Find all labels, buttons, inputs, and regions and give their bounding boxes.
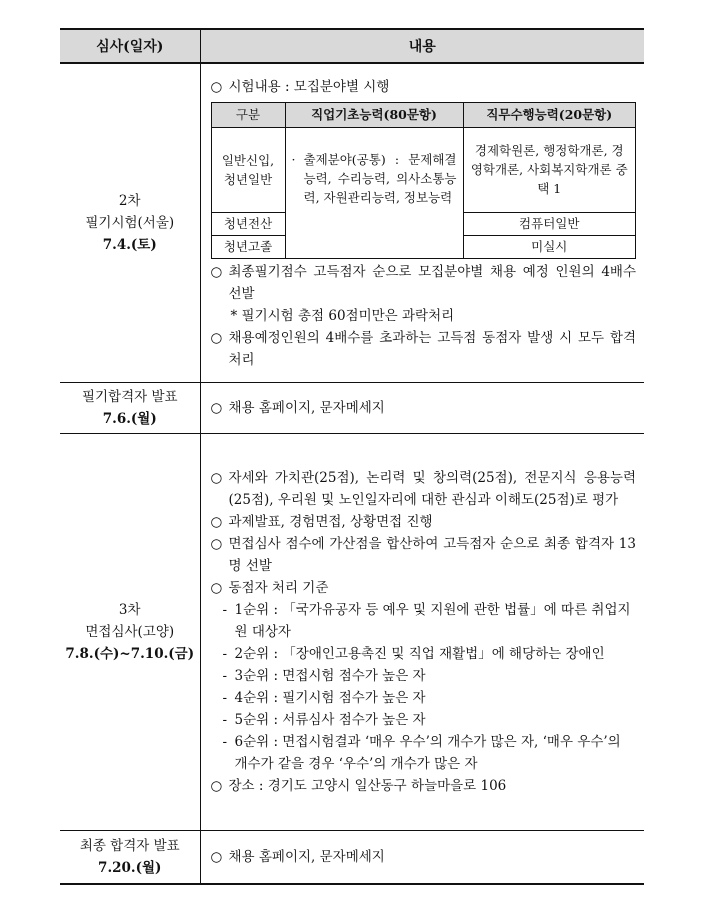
circle-bullet-icon: ○ <box>210 263 223 280</box>
bullet-item: ○ 채용 홈페이지, 문자메세지 <box>211 397 637 419</box>
stage3-label-cell <box>60 434 200 831</box>
bullet-item: ○ 동점자 처리 기준 <box>211 577 637 599</box>
circle-bullet-icon: ○ <box>210 778 223 794</box>
bullet-item: ○ 시험내용 : 모집분야별 시행 <box>211 76 637 98</box>
header-stage-date: 심사(일자) <box>60 29 200 63</box>
exam-header-basic: 직업기초능력(80문항) <box>285 102 463 127</box>
dash-bullet-icon: - <box>222 734 228 750</box>
bullet-item: ○ 과제발표, 경험면접, 상황면접 진행 <box>211 511 637 533</box>
circle-bullet-icon: ○ <box>210 470 223 486</box>
stage3-content-cell <box>200 434 644 831</box>
dash-bullet-icon: - <box>222 668 228 684</box>
dash-bullet-icon: - <box>222 712 228 728</box>
exam-job-subjects: 컴퓨터일반 <box>463 212 636 235</box>
stage3-row <box>60 434 644 831</box>
tiebreak-rank-item: - 1순위 : 「국가유공자 등 예우 및 지원에 관한 법률」에 따른 취업지원 대상자 <box>211 599 637 643</box>
exam-group-label: 일반신입, 청년일반 <box>211 127 285 212</box>
stage2-content-cell <box>200 63 644 383</box>
dash-bullet-icon: - <box>222 646 228 662</box>
exam-header-job: 직무수행능력(20문항) <box>463 102 636 127</box>
bullet-item: ○ 면접심사 점수에 가산점을 합산하여 고득점자 순으로 최종 합격자 13명 선발 <box>211 533 637 577</box>
stage2-date: 7.4.(토) <box>102 237 157 253</box>
exam-group-label: 청년전산 <box>211 212 285 235</box>
table-header-row <box>60 29 644 63</box>
tiebreak-rank-item: - 6순위 : 면접시험결과 ‘매우 우수’의 개수가 많은 자, ‘매우 우수’의 개수가 같을 경우 ‘우수’의 개수가 많은 자 <box>211 731 637 775</box>
exam-group-label: 청년고졸 <box>211 235 285 258</box>
tiebreak-rank-item: - 5순위 : 서류심사 점수가 높은 자 <box>211 709 637 731</box>
bullet-item: ○ 채용 홈페이지, 문자메세지 <box>211 846 637 868</box>
bullet-item <box>211 775 637 797</box>
stage2-title: 2차 <box>118 193 141 209</box>
tiebreak-rank-item: - 2순위 : 「장애인고용촉진 및 직업 재활법」에 해당하는 장애인 <box>211 643 637 665</box>
circle-bullet-icon: ○ <box>210 400 223 416</box>
bullet-item: ○ 최종필기점수 고득점자 순으로 모집분야별 채용 예정 인원의 4배수 선발 <box>211 261 637 305</box>
stage2-subtitle: 필기시험(서울) <box>85 215 175 231</box>
final-result-title: 최종 합격자 발표 <box>79 838 180 854</box>
stage2-row <box>60 63 644 383</box>
circle-bullet-icon: ○ <box>210 78 223 95</box>
circle-bullet-icon: ○ <box>210 514 223 530</box>
tiebreak-rank-item: - 3순위 : 면접시험 점수가 높은 자 <box>211 665 637 687</box>
written-result-content-cell <box>200 383 644 434</box>
bullet-item: ○ 채용예정인원의 4배수를 초과하는 고득점 동점자 발생 시 모두 합격 처리 <box>211 327 637 371</box>
bullet-item: ○ 자세와 가치관(25점), 논리력 및 창의력(25점), 전문지식 응용능력(25점), 우리원 및 노인일자리에 대한 관심과 이해도(25점)로 평가 <box>211 467 637 511</box>
exam-job-subjects: 미실시 <box>463 235 636 258</box>
stage3-subtitle: 면접심사(고양) <box>85 624 175 640</box>
stage3-date: 7.8.(수)~7.10.(금) <box>65 646 195 662</box>
final-result-row <box>60 831 644 885</box>
interview-location: 장소 : 경기도 고양시 일산동구 하늘마을로 106 <box>228 778 507 794</box>
circle-bullet-icon: ○ <box>210 849 223 865</box>
final-result-date: 7.20.(월) <box>98 860 162 876</box>
written-result-title: 필기합격자 발표 <box>81 389 178 405</box>
exam-content-table <box>211 102 637 259</box>
exam-basic-cell <box>285 127 463 258</box>
written-result-row <box>60 383 644 434</box>
tiebreak-rank-item: - 4순위 : 필기시험 점수가 높은 자 <box>211 687 637 709</box>
exam-table-header <box>211 102 636 127</box>
circle-bullet-icon: ○ <box>210 536 223 552</box>
schedule-table <box>60 28 644 885</box>
final-result-content-cell <box>200 831 644 885</box>
circle-bullet-icon: ○ <box>210 580 223 596</box>
dash-bullet-icon: - <box>222 690 228 706</box>
recruitment-schedule-document <box>60 28 644 885</box>
stage2-label-cell <box>60 63 200 383</box>
circle-bullet-icon: ○ <box>210 329 223 346</box>
header-content: 내용 <box>200 29 644 63</box>
written-result-label-cell <box>60 383 200 434</box>
exam-basic-text: 출제분야(공통) : 문제해결능력, 수리능력, 의사소통능력, 자원관리능력, 정보능력 <box>303 151 457 205</box>
exam-job-subjects: 경제학원론, 행정학개론, 경영학개론, 사회복지학개론 중 택 1 <box>463 127 636 212</box>
dash-bullet-icon: - <box>222 602 228 618</box>
fail-cutoff-note: * 필기시험 총점 60점미만은 과락처리 <box>230 307 455 324</box>
exam-header-category: 구분 <box>211 102 285 127</box>
written-result-date: 7.6.(월) <box>102 411 157 427</box>
dot-bullet-icon: · <box>291 151 296 167</box>
final-result-label-cell <box>60 831 200 885</box>
stage3-title: 3차 <box>118 602 141 618</box>
exam-row-general <box>211 127 636 212</box>
